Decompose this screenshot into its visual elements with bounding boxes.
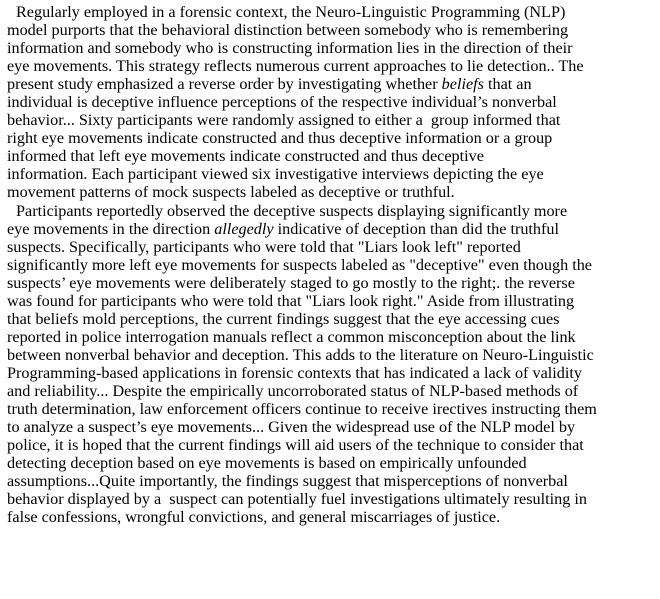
text-segment: reported in police interrogation manuals reflect a common misconception about the link <box>7 327 576 346</box>
text-segment: that beliefs mold perceptions, the current findings suggest that the eye accessing cues <box>7 309 560 328</box>
text-line <box>7 39 656 57</box>
text-segment: eye movements in the direction <box>7 219 215 238</box>
text-line <box>7 454 656 472</box>
text-line <box>7 21 656 39</box>
text-segment: significantly more left eye movements for suspects labeled as "deceptive" even though the <box>7 255 592 274</box>
text-segment: Programming-based applications in forensic contexts that has indicated a lack of validity <box>7 363 582 382</box>
text-segment: right eye movements indicate constructed and thus deceptive information or a group <box>7 129 553 148</box>
text-line <box>7 292 656 310</box>
text-line <box>7 364 656 382</box>
text-line <box>7 238 656 256</box>
text-line <box>7 3 656 21</box>
text-segment: was found for participants who were told that "Liars look right." Aside from illustrating <box>7 291 575 310</box>
text-segment: between nonverbal behavior and deception. This adds to the literature on Neuro-Linguistic <box>7 345 594 364</box>
text-segment: Participants reportedly observed the deceptive suspects displaying significantly more <box>16 201 568 220</box>
text-segment: and reliability... Despite the empirically uncorroborated status of NLP-based methods of <box>7 381 579 400</box>
text-line <box>7 256 656 274</box>
text-line <box>7 220 656 238</box>
text-line <box>7 310 656 328</box>
text-line <box>7 75 656 93</box>
text-line <box>7 436 656 454</box>
emphasized-text: allegedly <box>214 219 274 238</box>
text-segment: suspects’ eye movements were deliberately staged to go mostly to the right;. the reverse <box>7 273 575 292</box>
text-segment: information and somebody who is constructing information lies in the direction of their <box>7 39 573 58</box>
text-line <box>7 382 656 400</box>
text-line <box>7 508 656 526</box>
text-line <box>7 472 656 490</box>
text-segment: police, it is hoped that the current findings will aid users of the technique to consider that <box>7 436 584 455</box>
text-segment: eye movements. This strategy reflects numerous current approaches to lie detection.. The <box>7 57 584 76</box>
text-line <box>7 490 656 508</box>
text-segment: present study emphasized a reverse order by investigating whether <box>7 75 442 94</box>
text-segment: to analyze a suspect’s eye movements... Given the widespread use of the NLP model by <box>7 418 576 437</box>
paragraph-2 <box>7 202 656 527</box>
text-line <box>7 147 656 165</box>
text-segment: assumptions...Quite importantly, the findings suggest that misperceptions of nonverbal <box>7 472 568 491</box>
text-line <box>7 93 656 111</box>
emphasized-text: beliefs <box>441 75 484 94</box>
text-line <box>7 328 656 346</box>
text-segment: indicative of deception than did the truthful <box>273 219 560 238</box>
text-segment: individual is deceptive influence perceptions of the respective individual’s nonverbal <box>7 93 557 112</box>
text-segment: movement patterns of mock suspects labeled as deceptive or truthful. <box>7 183 455 202</box>
text-segment: Regularly employed in a forensic context, the Neuro-Linguistic Programming (NLP) <box>16 3 566 21</box>
text-segment: behavior displayed by a suspect can potentially fuel investigations ultimately resulting in <box>7 490 587 509</box>
text-segment: suspects. Specifically, participants who were told that "Liars look left" reported <box>7 237 521 256</box>
text-segment: that an <box>483 75 532 94</box>
text-line <box>7 418 656 436</box>
text-line <box>7 400 656 418</box>
text-line <box>7 202 656 220</box>
text-segment: informed that left eye movements indicate constructed and thus deceptive <box>7 147 484 166</box>
paragraph-1 <box>7 3 656 202</box>
text-segment: behavior... Sixty participants were randomly assigned to either a group informed that <box>7 111 561 130</box>
text-segment: false confessions, wrongful convictions, and general miscarriages of justice. <box>7 508 501 527</box>
text-segment: information. Each participant viewed six investigative interviews depicting the eye <box>7 165 544 184</box>
text-line <box>7 57 656 75</box>
text-line <box>7 111 656 129</box>
text-line <box>7 346 656 364</box>
text-line <box>7 165 656 183</box>
text-line <box>7 274 656 292</box>
text-line <box>7 183 656 201</box>
text-segment: model purports that the behavioral distinction between somebody who is remembering <box>7 21 569 40</box>
text-segment: truth determination, law enforcement officers continue to receive irectives instructing them <box>7 400 597 419</box>
text-segment: detecting deception based on eye movements is based on empirically unfounded <box>7 454 527 473</box>
text-line <box>7 129 656 147</box>
